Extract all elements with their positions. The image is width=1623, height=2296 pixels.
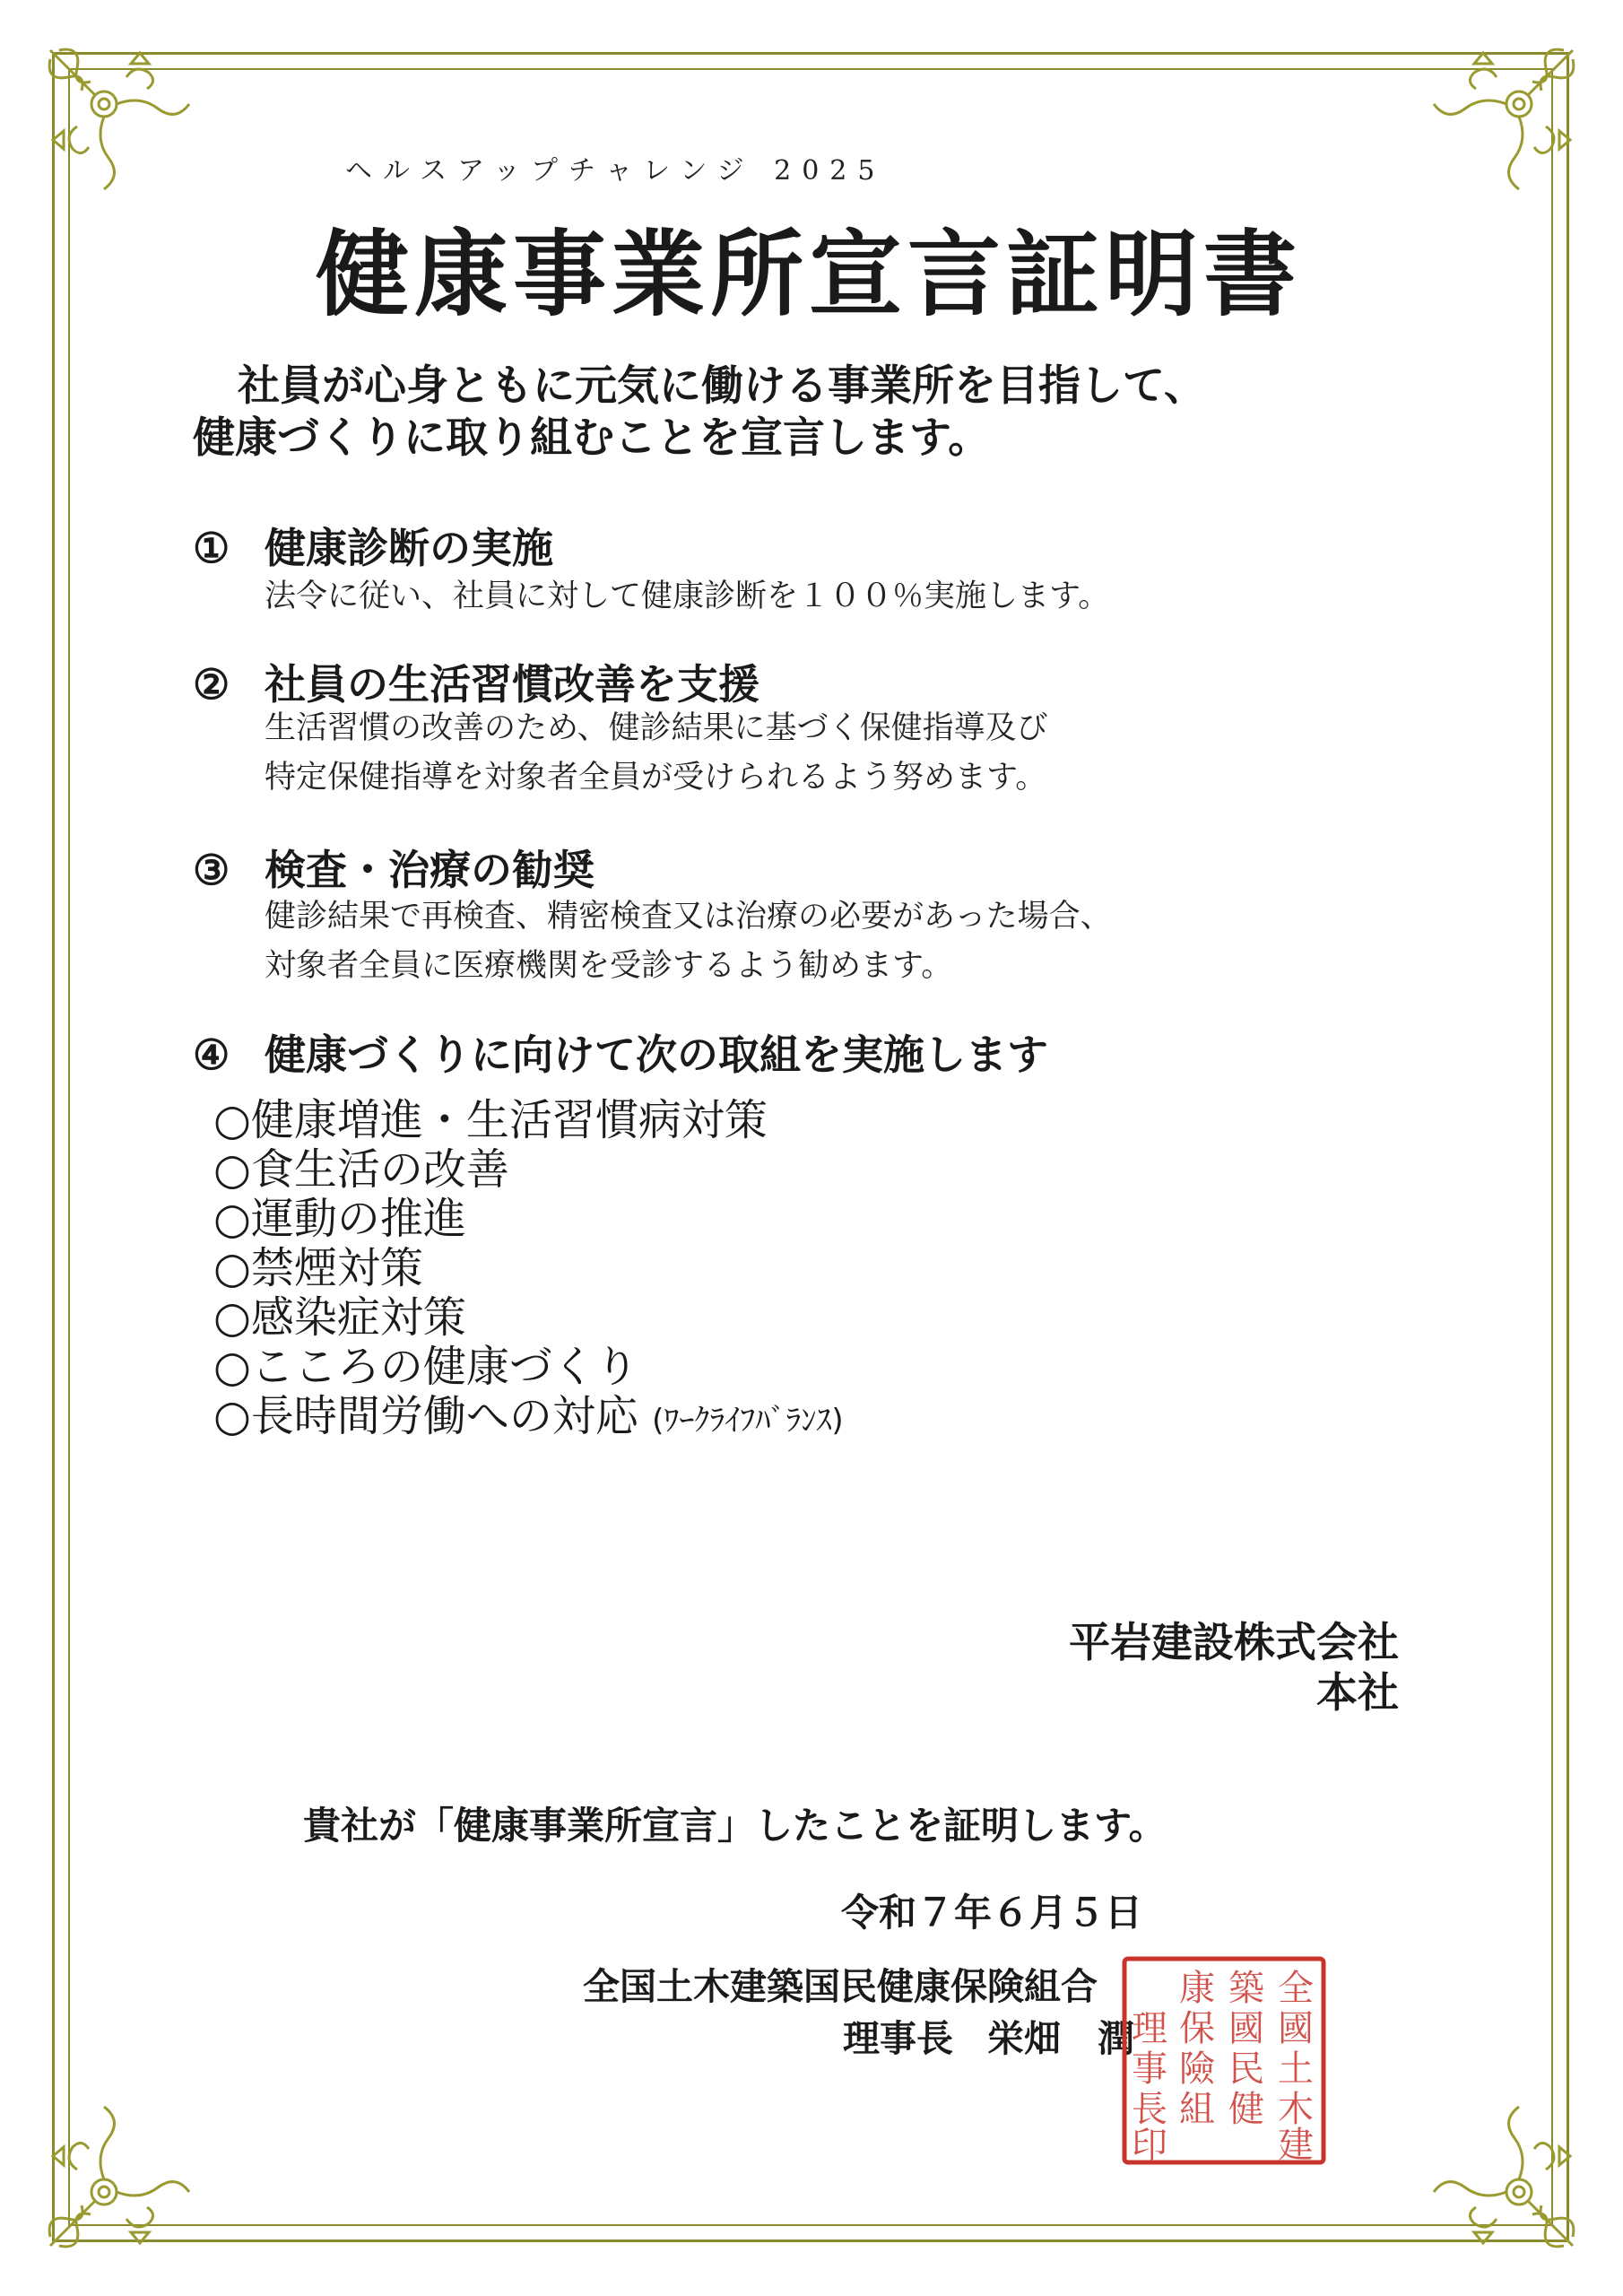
svg-text:建: 建 bbox=[1278, 2125, 1314, 2166]
list-item-text: ○長時間労働への対応 bbox=[213, 1391, 638, 1441]
svg-text:國: 國 bbox=[1228, 2008, 1264, 2049]
list-item: ○こころの健康づくり bbox=[213, 1342, 638, 1392]
issuer-title: 理事長 bbox=[843, 2017, 953, 2060]
section-title: 社員の生活習慣改善を支援 bbox=[265, 660, 759, 709]
corner-ornament-icon bbox=[41, 41, 194, 194]
section-title: 健康づくりに向けて次の取組を実施します bbox=[265, 1031, 1048, 1079]
section-line: 対象者全員に医療機関を受診するよう勧めます。 bbox=[265, 948, 953, 984]
svg-text:全: 全 bbox=[1278, 1968, 1314, 2009]
issuer-name: 栄畑 潤 bbox=[987, 2017, 1134, 2060]
section-line: 特定保健指導を対象者全員が受けられるよう努めます。 bbox=[265, 760, 1047, 796]
svg-text:理: 理 bbox=[1132, 2008, 1167, 2049]
section-number: ① bbox=[193, 524, 230, 572]
page-title: 健康事業所宣言証明書 bbox=[316, 219, 1303, 329]
intro-line-1: 社員が心身ともに元気に働ける事業所を目指して、 bbox=[238, 361, 1207, 411]
section-title: 健康診断の実施 bbox=[265, 524, 553, 572]
corner-ornament-icon bbox=[1429, 41, 1582, 194]
section-number: ③ bbox=[193, 846, 230, 894]
company-name: 平岩建設株式会社 bbox=[1069, 1618, 1399, 1666]
subtitle: ヘルスアップチャレンジ 2025 bbox=[345, 155, 886, 187]
svg-text:築: 築 bbox=[1228, 1968, 1264, 2009]
official-seal-stamp bbox=[1121, 1955, 1327, 2166]
section-body bbox=[265, 572, 1109, 622]
section-number: ② bbox=[193, 660, 230, 709]
section-heading bbox=[193, 1022, 1048, 1082]
section-heading bbox=[193, 516, 553, 575]
svg-text:民: 民 bbox=[1228, 2048, 1264, 2090]
section-title: 検査・治療の勧奨 bbox=[265, 846, 595, 894]
company-branch: 本社 bbox=[1316, 1668, 1399, 1717]
list-item: ○感染症対策 bbox=[213, 1292, 466, 1343]
svg-text:康: 康 bbox=[1179, 1968, 1215, 2009]
company-block bbox=[1069, 1617, 1399, 1718]
svg-text:印: 印 bbox=[1132, 2125, 1167, 2166]
svg-text:健: 健 bbox=[1228, 2089, 1264, 2130]
intro-text bbox=[193, 361, 1206, 465]
svg-text:保: 保 bbox=[1179, 2008, 1215, 2049]
section-line: 法令に従い、社員に対して健康診断を１００％実施します。 bbox=[265, 578, 1110, 614]
initiative-list bbox=[213, 1096, 844, 1446]
intro-line-2: 健康づくりに取り組むことを宣言します。 bbox=[193, 413, 991, 463]
list-item bbox=[213, 1392, 844, 1446]
svg-text:土: 土 bbox=[1278, 2048, 1314, 2090]
issuer-signatory bbox=[843, 2009, 1134, 2062]
list-item: ○運動の推進 bbox=[213, 1194, 466, 1244]
issue-date: 令和７年６月５日 bbox=[841, 1891, 1143, 1935]
list-item-note: (ﾜｰｸﾗｲﾌﾊﾞﾗﾝｽ) bbox=[652, 1403, 844, 1439]
section-heading bbox=[193, 838, 595, 897]
section-number: ④ bbox=[193, 1031, 230, 1079]
list-item: ○禁煙対策 bbox=[213, 1243, 423, 1293]
section-body bbox=[265, 892, 1112, 991]
corner-ornament-icon bbox=[1429, 2102, 1582, 2255]
svg-text:組: 組 bbox=[1179, 2089, 1215, 2130]
svg-text:木: 木 bbox=[1278, 2089, 1314, 2130]
svg-text:長: 長 bbox=[1132, 2089, 1167, 2130]
svg-text:國: 國 bbox=[1278, 2008, 1314, 2049]
list-item: ○健康増進・生活習慣病対策 bbox=[213, 1095, 768, 1145]
section-heading bbox=[193, 652, 759, 711]
svg-text:事: 事 bbox=[1132, 2048, 1167, 2090]
certification-statement: 貴社が「健康事業所宣言」したことを証明します。 bbox=[303, 1804, 1167, 1848]
corner-ornament-icon bbox=[41, 2102, 194, 2255]
section-line: 健診結果で再検査、精密検査又は治療の必要があった場合、 bbox=[265, 899, 1112, 935]
svg-text:險: 險 bbox=[1179, 2048, 1215, 2090]
section-body bbox=[265, 704, 1048, 803]
issuer-organization: 全国土木建築国民健康保険組合 bbox=[583, 1965, 1098, 2008]
list-item: ○食生活の改善 bbox=[213, 1144, 509, 1195]
section-line: 生活習慣の改善のため、健診結果に基づく保健指導及び bbox=[265, 710, 1048, 746]
